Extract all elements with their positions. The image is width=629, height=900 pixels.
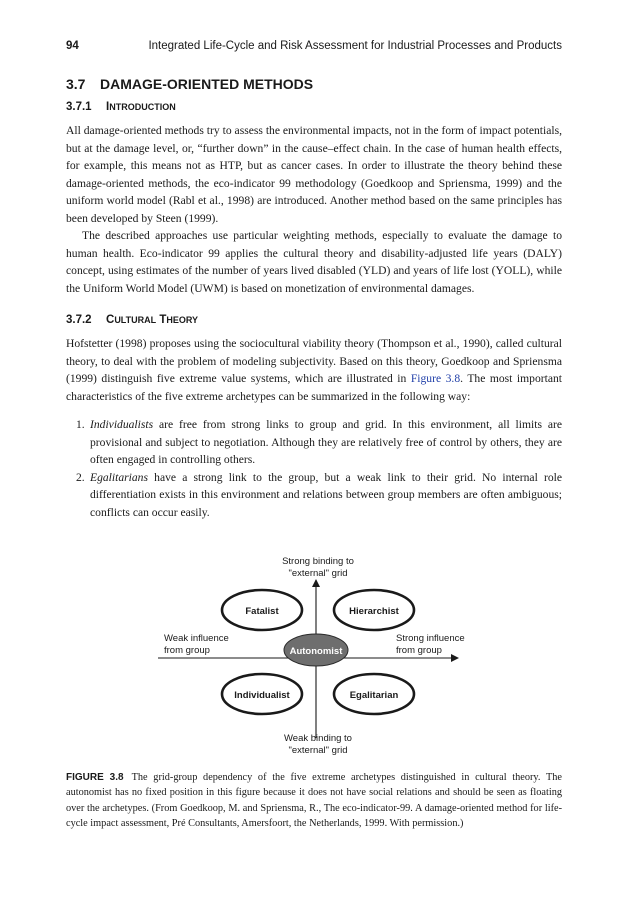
figure-caption [66,770,562,831]
archetype-list [66,416,562,521]
axis-label-left-line1: Weak influence [164,633,229,644]
axis-label-right-line2: from group [396,645,442,656]
subsection-number: 3.7.1 [66,101,92,113]
paragraph: All damage-oriented methods try to assess the environmental impacts, not in the form of impact potentials, but at the damage level, or, “further down” in the cause–effect chain. In the case of human health effects, for example, this means not as HTP, but as cancer cases. In order to illustrate the theory behind these damage-oriented methods, the eco-indicator 99 methodology (Goedkoop and Spriensma, 1999) and the uniform world model (Rabl et al., 1998) are introduced. Another method based on the same principles has been developed by Steen (1999). [66,124,562,225]
subsection-number: 3.7.2 [66,314,92,326]
autonomist-label: Autonomist [289,646,343,657]
axis-label-right-line1: Strong influence [396,633,465,644]
section-heading [66,76,313,92]
axis-label-left-line2: from group [164,645,210,656]
paragraph: Hofstetter (1998) proposes using the sociocultural viability theory (Thompson et al., 1990), called cultural theory, to deal with the problem of modeling subjectivity. Based on this theory, Goedkoop and Spriensma (1999) distinguish five extreme value systems, which are illustrated in Figure 3.8. The most important characteristics of the five extreme archetypes can be summarized in the following way: [66,337,562,403]
egalitarian-label: Egalitarian [349,690,399,701]
cultural-theory-text [66,335,562,521]
list-item: 1. Individualists are free from strong links to group and grid. In this environment, all limits are provisional and subject to negotiation. Although they are relatively free of control by others, they are often engaged in controlling others. [76,418,562,466]
section-number: 3.7 [66,76,86,92]
axis-label-top-line1: Strong binding to [282,556,354,567]
caption-label: FIGURE 3.8 [66,772,124,783]
list-item: 2. Egalitarians have a strong link to the group, but a weak link to their grid. No internal role differentiation exists in this environment and relations between group members are often ambiguous; conflicts can occur easily. [76,470,562,519]
list-term: Individualists [90,418,154,431]
hierarchist-label: Hierarchist [349,606,399,617]
section-title: DAMAGE-ORIENTED METHODS [100,76,314,92]
running-title: Integrated Life-Cycle and Risk Assessment for Industrial Processes and Products [148,40,562,52]
page-number: 94 [66,40,79,52]
axis-label-bottom-line1: Weak binding to [284,733,352,744]
introduction-text [66,122,562,297]
axis-label-bottom-line2: "external" grid [288,745,348,756]
individualist-label: Individualist [234,690,290,701]
list-term: Egalitarians [90,470,148,484]
grid-group-diagram [0,548,629,763]
figure-reference-link[interactable]: Figure 3.8 [410,372,461,385]
paragraph: The described approaches use particular weighting methods, especially to evaluate the damage to human health. Eco-indicator 99 applies the cultural theory and disability-adjusted life years (DALY) concept, using estimates of the number of years lived disabled (YLD) and years of life lost (YOLL), while the Uniform World Model (UWM) is based on monetization of environmental damages. [66,229,562,295]
running-header [66,40,562,56]
fatalist-label: Fatalist [245,606,279,617]
subsection-heading-introduction: 3.7.1 INTRODUCTION [66,101,176,113]
caption-text: The grid-group dependency of the five extreme archetypes distinguished in cultural theory. The autonomist has no fixed position in this figure because it does not have social relations and should be seen as floating over the archetypes. (From Goedkoop, M. and Spriensma, R., The eco-indicator-99. A damage-oriented method for life-cycle impact assessment, Pré Consultants, Amersfoort, the Netherlands, 1999. With permission.) [66,772,562,829]
subsection-heading-cultural-theory: 3.7.2 CULTURAL THEORY [66,314,199,326]
axis-label-top-line2: "external" grid [288,568,348,579]
